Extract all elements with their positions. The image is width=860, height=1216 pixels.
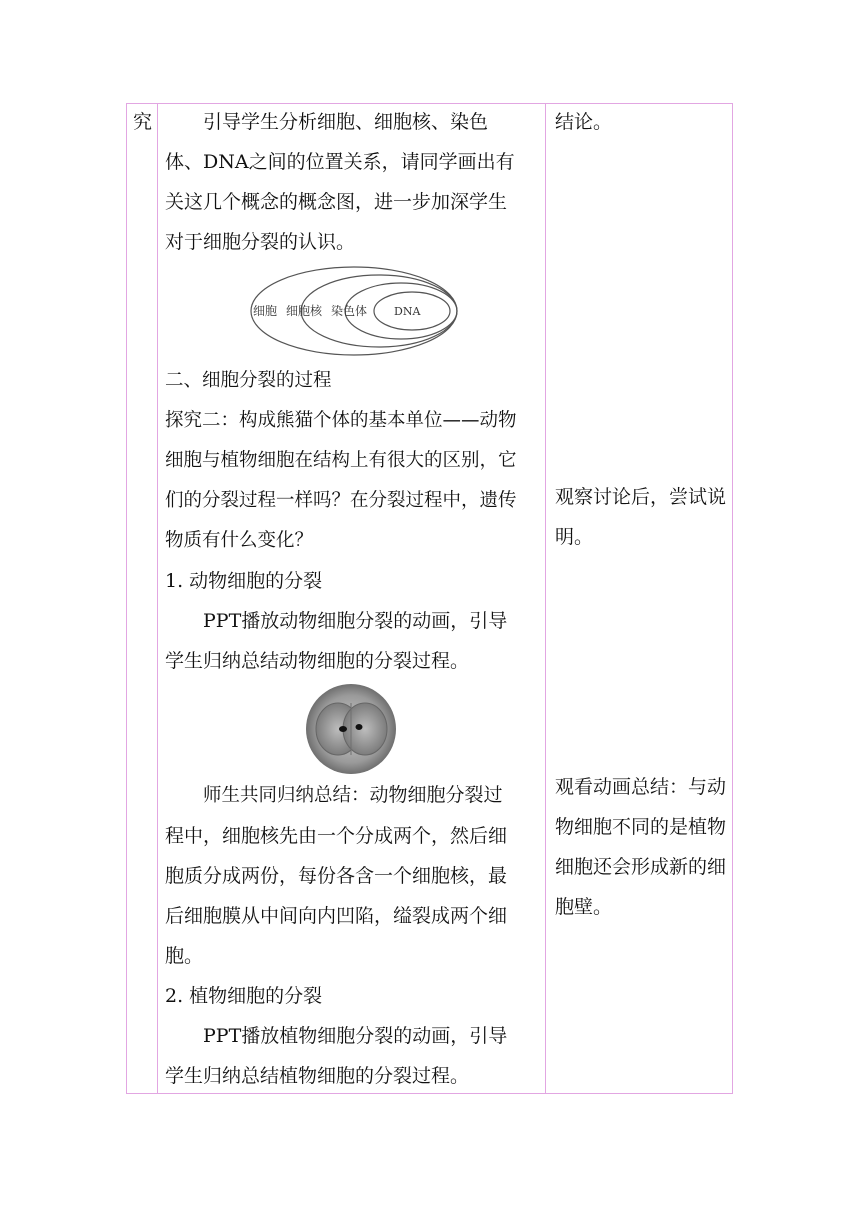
venn-label-dna: DNA [394,305,421,318]
right-note-animation-summary: 观看动画总结：与动物细胞不同的是植物细胞还会形成新的细胞壁。 [555,776,727,918]
animal-cell-division-photo [305,683,397,775]
venn-label-cell: 细胞 [253,304,278,318]
column-divider [157,104,158,1093]
intro-paragraph: 引导学生分析细胞、细胞核、染色体、DNA之间的位置关系，请同学画出有关这几个概念的概念图，进一步加深学生对于细胞分裂的认识。 [165,111,515,253]
right-note-observe: 观察讨论后，尝试说明。 [555,486,727,548]
venn-nucleus-ellipse [301,275,457,347]
summary-label: 师生共同归纳总结： [203,785,370,806]
animal-ppt-paragraph: PPT播放动物细胞分裂的动画，引导学生归纳总结动物细胞的分裂过程。 [165,610,508,672]
concept-venn-diagram [249,265,459,357]
column-divider [545,104,546,1093]
subheading-animal-cell: 1. 动物细胞的分裂 [165,570,323,592]
venn-label-nucleus: 细胞核 [286,304,323,318]
venn-label-chromosome: 染色体 [331,304,368,318]
right-note-conclusion: 结论。 [555,111,613,133]
lesson-table [126,103,733,1094]
section-heading: 二、细胞分裂的过程 [165,370,332,391]
left-column-text: 究 [133,111,153,133]
summary-paragraph [165,775,517,976]
plant-ppt-paragraph: PPT播放植物细胞分裂的动画，引导学生归纳总结植物细胞的分裂过程。 [165,1025,508,1087]
main-column [165,102,517,1096]
explore-two-question: 探究二：构成熊猫个体的基本单位——动物细胞与植物细胞在结构上有很大的区别，它们的分裂过程一样吗？在分裂过程中，遗传物质有什么变化？ [165,410,517,551]
summary-text: 动物细胞分裂过程中，细胞核先由一个分成两个，然后细胞质分成两份，每份各含一个细胞核，最后细胞膜从中间向内凹陷，缢裂成两个细胞。 [165,784,508,967]
subheading-plant-cell: 2. 植物细胞的分裂 [165,985,323,1007]
